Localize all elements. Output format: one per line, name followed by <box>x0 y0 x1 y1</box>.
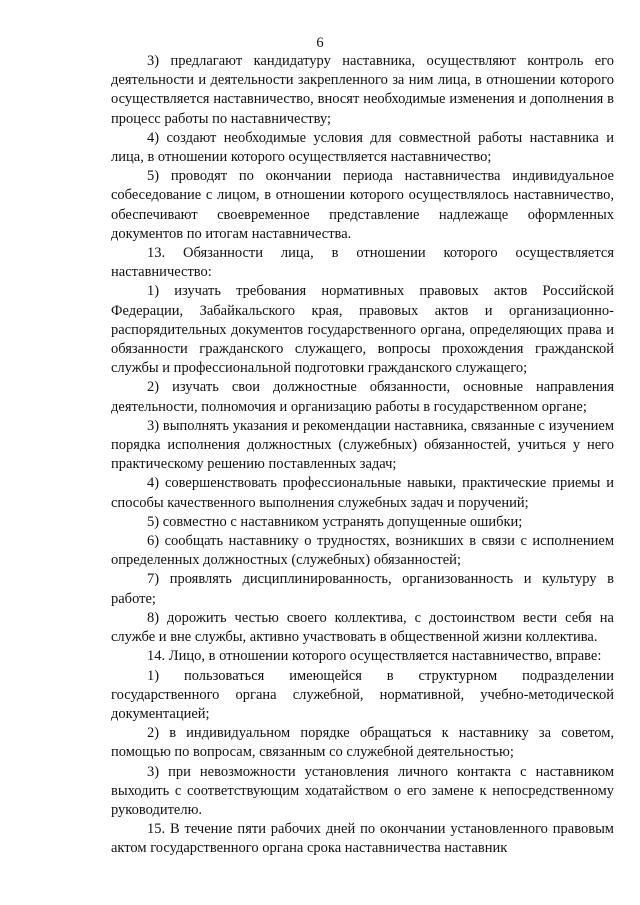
paragraph-12-4: 4) создают необходимые условия для совместной работы наставника и лица, в отношении которого осуществляется наставничество; <box>111 129 614 166</box>
paragraph-13-2: 2) изучать свои должностные обязанности, основные направления деятельности, полномочия и организацию работы в государственном органе; <box>111 379 614 415</box>
paragraph-12-5: 5) проводят по окончании периода наставничества индивидуальное собеседование с лицом, в отношении которого осуществлялось наставничество, обеспечивают своевременное представление надлежаще оформленных документов по итогам наставничества. <box>111 168 614 242</box>
paragraph-13-7: 7) проявлять дисциплинированность, организованность и культуру в работе; <box>111 571 614 607</box>
page-number: 6 <box>316 35 324 51</box>
document-body <box>111 52 614 859</box>
paragraph-13-4: 4) совершенствовать профессиональные навыки, практические приемы и способы качественного выполнения служебных задач и поручений; <box>111 475 614 511</box>
paragraph-15: 15. В течение пяти рабочих дней по окончании установленного правовым актом государственного органа срока наставничества наставник <box>111 821 614 857</box>
paragraph-12-3: 3) предлагают кандидатуру наставника, осуществляют контроль его деятельности и деятельности закрепленного за ним лица, в отношении которого осуществляется наставничество, вносят необходимые изменения и дополнения в процесс работы по наставничеству; <box>111 53 614 127</box>
paragraph-13-3: 3) выполнять указания и рекомендации наставника, связанные с изучением порядка исполнения должностных (служебных) обязанностей, учиться у него практическому решению поставленных задач; <box>111 417 614 473</box>
paragraph-13-5: 5) совместно с наставником устранять допущенные ошибки; <box>147 513 523 530</box>
paragraph-13-heading: 13. Обязанности лица, в отношении которого осуществляется наставничество: <box>111 245 614 281</box>
paragraph-14-3: 3) при невозможности установления личного контакта с наставником выходить с соответствующим ходатайством о его замене к непосредственному руководителю. <box>111 763 614 818</box>
paragraph-14-1: 1) пользоваться имеющейся в структурном подразделении государственного органа служебной, нормативной, учебно-методической документацией; <box>111 667 614 722</box>
paragraph-13-6: 6) сообщать наставнику о трудностях, возникших в связи с исполнением определенных должностных (служебных) обязанностей; <box>111 533 614 569</box>
paragraph-13-8: 8) дорожить честью своего коллектива, с достоинством вести себя на службе и вне службы, активно участвовать в общественной жизни коллектива. <box>111 609 614 646</box>
paragraph-14-2: 2) в индивидуальном порядке обращаться к наставнику за советом, помощью по вопросам, связанным со служебной деятельностью; <box>111 725 614 761</box>
paragraph-14-heading: 14. Лицо, в отношении которого осуществляется наставничество, вправе: <box>147 648 602 665</box>
paragraph-13-1: 1) изучать требования нормативных правовых актов Российской Федерации, Забайкальского края, правовых актов и организационно-распорядительных документов государственного органа, определяющих права и обязанности гражданского служащего, вопросы прохождения гражданской службы и профессиональной подготовки гражданского служащего; <box>111 283 614 377</box>
